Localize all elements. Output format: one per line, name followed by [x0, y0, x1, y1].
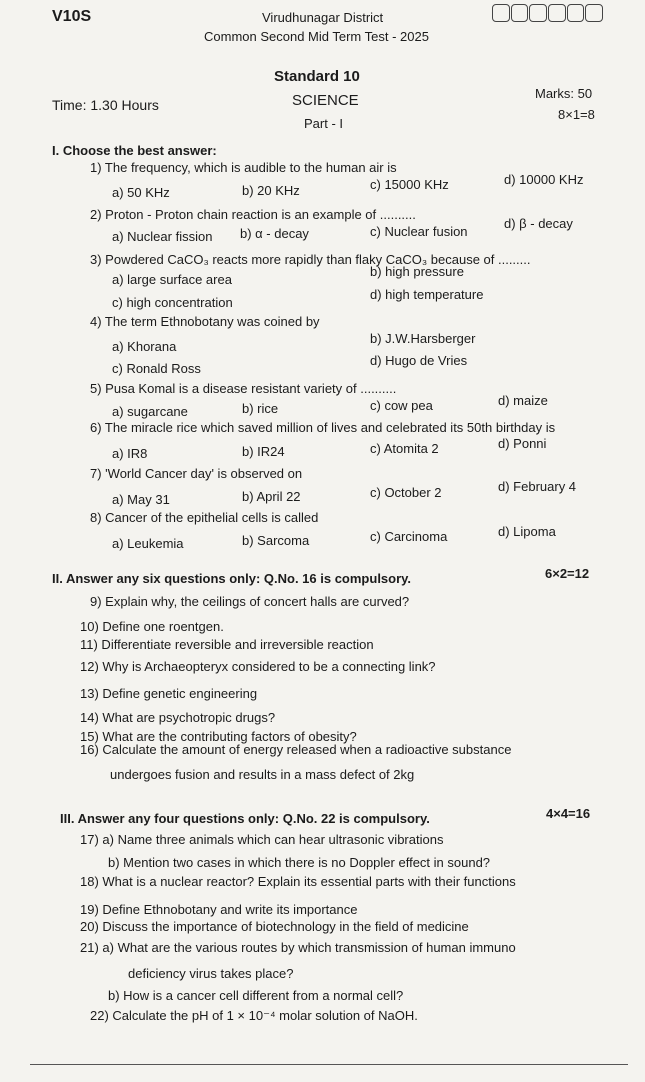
question-4: 4) The term Ethnobotany was coined by	[90, 314, 320, 329]
question-11: 11) Differentiate reversible and irreversible reaction	[80, 637, 374, 652]
option-d: d) maize	[498, 393, 548, 408]
question-9: 9) Explain why, the ceilings of concert halls are curved?	[90, 594, 410, 609]
section2-title: II. Answer any six questions only: Q.No. 16 is compulsory.	[52, 571, 412, 586]
option-b: b) Sarcoma	[242, 533, 310, 548]
section1-title: I. Choose the best answer:	[52, 143, 217, 158]
option-a: a) Khorana	[112, 339, 177, 354]
option-b: b) April 22	[242, 489, 301, 504]
option-d: d) February 4	[498, 479, 577, 494]
question-7: 7) 'World Cancer day' is observed on	[90, 466, 303, 481]
standard-title: Standard 10	[274, 68, 360, 85]
question-6-text: 6) The miracle rice which saved million of lives and celebrated its 50th birthday is	[90, 420, 556, 435]
option-a: a) Nuclear fission	[112, 229, 213, 244]
register-box	[529, 4, 547, 22]
register-box	[492, 4, 510, 22]
option-b: b) J.W.Harsberger	[370, 331, 476, 346]
question-1: 1) The frequency, which is audible to the human air is	[90, 160, 397, 175]
register-box	[585, 4, 603, 22]
option-c: c) cow pea	[370, 398, 433, 413]
option-c: c) October 2	[370, 485, 442, 500]
option-c: c) Ronald Ross	[112, 361, 201, 376]
option-a: a) IR8	[112, 446, 148, 461]
question-22: 22) Calculate the pH of 1 × 10⁻⁴ molar solution of NaOH.	[90, 1008, 418, 1023]
part-title: Part - I	[304, 116, 344, 131]
question-21a: 21) a) What are the various routes by which transmission of human immuno	[80, 940, 516, 955]
question-17b: b) Mention two cases in which there is no Doppler effect in sound?	[108, 855, 491, 870]
paper-code: V10S	[52, 8, 92, 25]
question-6	[90, 420, 555, 435]
question-10: 10) Define one roentgen.	[80, 619, 224, 634]
option-d: d) 10000 KHz	[504, 172, 584, 187]
test-name: Common Second Mid Term Test - 2025	[204, 29, 429, 44]
register-box	[567, 4, 585, 22]
question-16: 16) Calculate the amount of energy released when a radioactive substance	[80, 742, 512, 757]
question-3: 3) Powdered CaCO₃ reacts more rapidly than flaky CaCO₃ because of .........	[90, 252, 531, 267]
district-name: Virudhunagar District	[262, 10, 384, 25]
section3-title: III. Answer any four questions only: Q.No. 22 is compulsory.	[60, 811, 430, 826]
question-21b: b) How is a cancer cell different from a normal cell?	[108, 988, 404, 1003]
total-marks: Marks: 50	[535, 86, 593, 101]
register-box	[511, 4, 529, 22]
register-box	[548, 4, 566, 22]
option-d: d) high temperature	[370, 287, 484, 302]
question-2: 2) Proton - Proton chain reaction is an example of ..........	[90, 207, 416, 222]
option-a: a) sugarcane	[112, 404, 188, 419]
question-5: 5) Pusa Komal is a disease resistant variety of ..........	[90, 381, 397, 396]
question-15: 15) What are the contributing factors of obesity?	[80, 729, 357, 744]
question-12: 12) Why is Archaeopteryx considered to be a connecting link?	[80, 659, 436, 674]
option-b: b) IR24	[242, 444, 285, 459]
option-b: b) rice	[242, 401, 279, 416]
option-c: c) 15000 KHz	[370, 177, 449, 192]
option-a: a) May 31	[112, 492, 170, 507]
question-18: 18) What is a nuclear reactor? Explain its essential parts with their functions	[80, 874, 516, 889]
question-13: 13) Define genetic engineering	[80, 686, 258, 701]
option-c: c) high concentration	[112, 295, 233, 310]
option-d: d) β - decay	[504, 216, 573, 231]
bottom-rule	[30, 1064, 628, 1065]
part1-marks: 8×1=8	[558, 107, 595, 122]
question-14: 14) What are psychotropic drugs?	[80, 710, 276, 725]
register-number-boxes	[492, 4, 604, 22]
option-d: d) Hugo de Vries	[370, 353, 468, 368]
section3-marks: 4×4=16	[546, 806, 591, 821]
subject-title: SCIENCE	[292, 92, 359, 109]
option-a: a) 50 KHz	[112, 185, 170, 200]
option-a: a) Leukemia	[112, 536, 184, 551]
question-21a-continued: deficiency virus takes place?	[128, 966, 294, 981]
question-20: 20) Discuss the importance of biotechnology in the field of medicine	[80, 919, 469, 934]
option-d: d) Lipoma	[498, 524, 556, 539]
option-d: d) Ponni	[498, 436, 547, 451]
option-c: c) Carcinoma	[370, 529, 448, 544]
option-c: c) Atomita 2	[370, 441, 439, 456]
section2-marks: 6×2=12	[545, 566, 590, 581]
question-16-continued: undergoes fusion and results in a mass defect of 2kg	[110, 767, 415, 782]
option-b: b) α - decay	[240, 226, 309, 241]
option-c: c) Nuclear fusion	[370, 224, 468, 239]
option-b: b) 20 KHz	[242, 183, 300, 198]
question-17a: 17) a) Name three animals which can hear ultrasonic vibrations	[80, 832, 444, 847]
option-a: a) large surface area	[112, 272, 232, 287]
question-8: 8) Cancer of the epithelial cells is called	[90, 510, 319, 525]
time-allowed: Time: 1.30 Hours	[52, 97, 159, 113]
question-19: 19) Define Ethnobotany and write its importance	[80, 902, 358, 917]
option-b: b) high pressure	[370, 264, 464, 279]
